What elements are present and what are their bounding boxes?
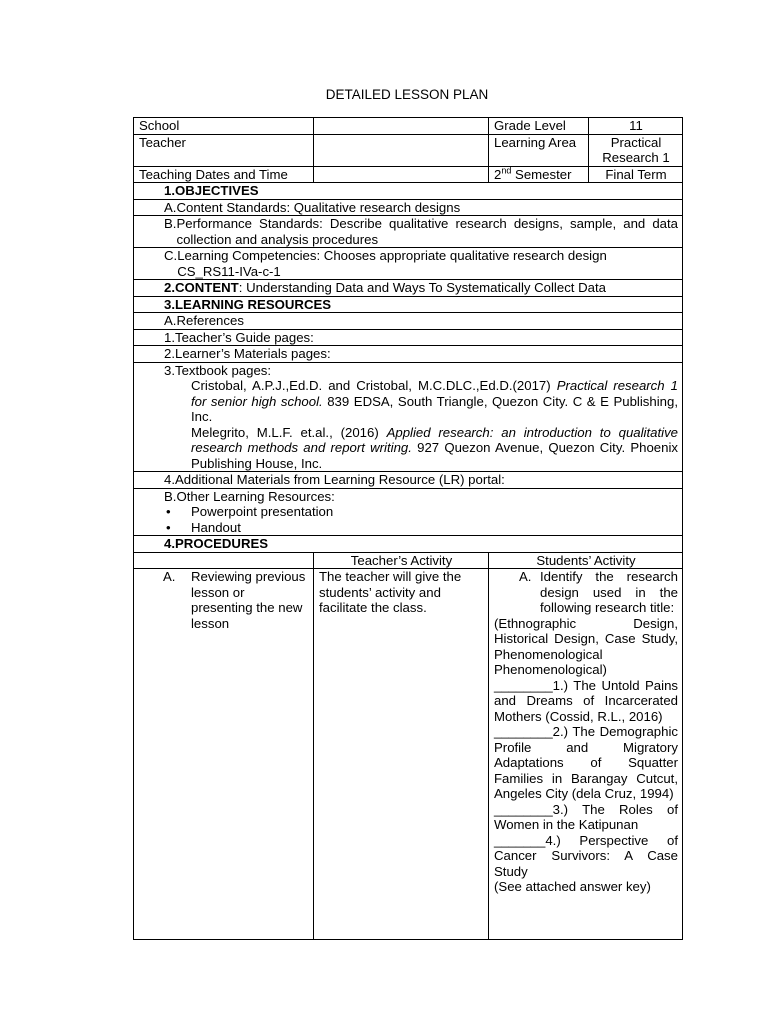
grade-level-value: 11 — [589, 118, 683, 135]
step-a-text: Reviewing previous lesson or presenting the new lesson — [191, 569, 306, 631]
research-title-item: ________3.) The Roles of Women in the Katipunan — [494, 801, 678, 832]
school-row — [134, 118, 683, 135]
learning-resources-heading: LEARNING RESOURCES — [175, 296, 332, 312]
references-label: References — [176, 313, 244, 328]
procedure-step-a-row — [134, 569, 683, 940]
list-item — [139, 504, 678, 520]
research-title-item: ________1.) The Untold Pains and Dreams of Incarcerated Mothers (Cossid, R.L., 2016) — [494, 677, 678, 724]
content-text: : Understanding Data and Ways To Systematically Collect Data — [238, 280, 606, 295]
textbook-reference-1: Cristobal, A.P.J.,Ed.D. and Cristobal, M.C.DLC.,Ed.D.(2017) Practical research 1 for senior high school. 839 EDSA, South Triangle, Quezon City. C & E Publishing, Inc. — [191, 378, 678, 424]
content-row — [134, 280, 683, 297]
semester-number: 2 — [494, 166, 502, 182]
additional-materials-marker: 4. — [164, 472, 175, 487]
semester-cell — [489, 166, 589, 183]
content-marker: 2. — [164, 280, 175, 295]
list-item — [139, 520, 678, 536]
lesson-plan-table — [133, 117, 683, 940]
learning-resources-marker: 3. — [164, 296, 175, 312]
objectives-heading: OBJECTIVES — [175, 183, 259, 198]
teacher-value — [314, 134, 489, 166]
additional-materials-label: Additional Materials from Learning Resource (LR) portal: — [175, 472, 505, 487]
performance-standards-text: Performance Standards: Describe qualitative research designs, sample, and data collection and analysis procedures — [176, 216, 678, 247]
references-row — [134, 313, 683, 330]
handout-item: Handout — [191, 519, 241, 535]
content-standards-marker: A. — [164, 199, 177, 215]
learning-competencies-row — [134, 248, 683, 280]
learning-area-label: Learning Area — [489, 134, 589, 166]
teacher-label: Teacher — [134, 134, 314, 166]
teacher-row — [134, 134, 683, 166]
school-value — [314, 118, 489, 135]
students-activity-header: Students’ Activity — [489, 552, 683, 569]
procedures-heading: PROCEDURES — [175, 536, 269, 551]
term-value: Final Term — [589, 166, 683, 183]
procedures-marker: 4. — [164, 536, 175, 551]
objectives-marker: 1. — [164, 183, 175, 198]
textbook-marker: 3. — [164, 362, 175, 378]
other-resources-marker: B. — [164, 488, 177, 504]
learners-materials-marker: 2. — [164, 346, 175, 361]
answer-key-note: (See attached answer key) — [494, 879, 651, 894]
dates-value — [314, 166, 489, 183]
student-a-text: Identify the research design used in the following research title: — [540, 569, 678, 615]
textbook-reference-2: Melegrito, M.L.F. et.al., (2016) Applied research: an introduction to qualitative research methods and report writing. 927 Quezon Avenue, Quezon City. Phoenix Publishing House, Inc. — [191, 424, 679, 471]
dates-row — [134, 166, 683, 183]
teachers-guide-row — [134, 329, 683, 346]
content-standards-text: Content Standards: Qualitative research designs — [176, 199, 461, 215]
semester-word: Semester — [511, 166, 572, 182]
procedures-heading-row — [134, 536, 683, 553]
learners-materials-row — [134, 346, 683, 363]
research-title-item: ________2.) The Demographic Profile and Migratory Adaptations of Squatter Families in Barangay Cutcut, Angeles City (dela Cruz, 1994) — [494, 724, 678, 801]
dates-label: Teaching Dates and Time — [134, 166, 314, 183]
teacher-activity-text: The teacher will give the students’ activity and facilitate the class. — [314, 569, 489, 940]
procedures-header-row — [134, 552, 683, 569]
student-a-marker: A. — [519, 569, 532, 584]
additional-materials-row — [134, 472, 683, 489]
step-a-marker: A. — [163, 569, 176, 584]
teachers-guide-marker: 1. — [164, 329, 175, 345]
performance-standards-row — [134, 216, 683, 248]
content-heading: CONTENT — [175, 280, 239, 295]
learning-competencies-code: CS_RS11-IVa-c-1 — [177, 263, 281, 279]
learning-resources-heading-row — [134, 296, 683, 313]
semester-suffix: nd — [501, 165, 512, 176]
objectives-heading-row — [134, 183, 683, 200]
textbook-row — [134, 362, 683, 472]
design-choices: (Ethnographic Design, Historical Design, Case Study, Phenomenological Phenomenological) — [494, 615, 678, 677]
research-title-item: _______4.) Perspective of Cancer Survivors: A Case Study — [494, 832, 678, 879]
learners-materials-label: Learner’s Materials pages: — [175, 346, 331, 361]
bullet-icon: • — [166, 519, 171, 535]
performance-standards-marker: B. — [164, 216, 177, 231]
school-label: School — [134, 118, 314, 135]
other-resources-label: Other Learning Resources: — [176, 488, 335, 504]
teachers-guide-label: Teacher’s Guide pages: — [175, 329, 314, 345]
learning-area-value: Practical Research 1 — [589, 134, 683, 166]
teacher-activity-header: Teacher’s Activity — [314, 552, 489, 569]
references-marker: A. — [164, 313, 177, 328]
bullet-icon: • — [166, 504, 171, 519]
other-resources-row — [134, 488, 683, 536]
grade-level-label: Grade Level — [489, 118, 589, 135]
content-standards-row — [134, 199, 683, 216]
learning-competencies-marker: C. — [164, 248, 178, 263]
textbook-label: Textbook pages: — [175, 362, 272, 378]
page-title: DETAILED LESSON PLAN — [325, 87, 489, 102]
powerpoint-item: Powerpoint presentation — [191, 504, 334, 519]
learning-competencies-text: Learning Competencies: Chooses appropriate qualitative research design — [177, 248, 607, 263]
